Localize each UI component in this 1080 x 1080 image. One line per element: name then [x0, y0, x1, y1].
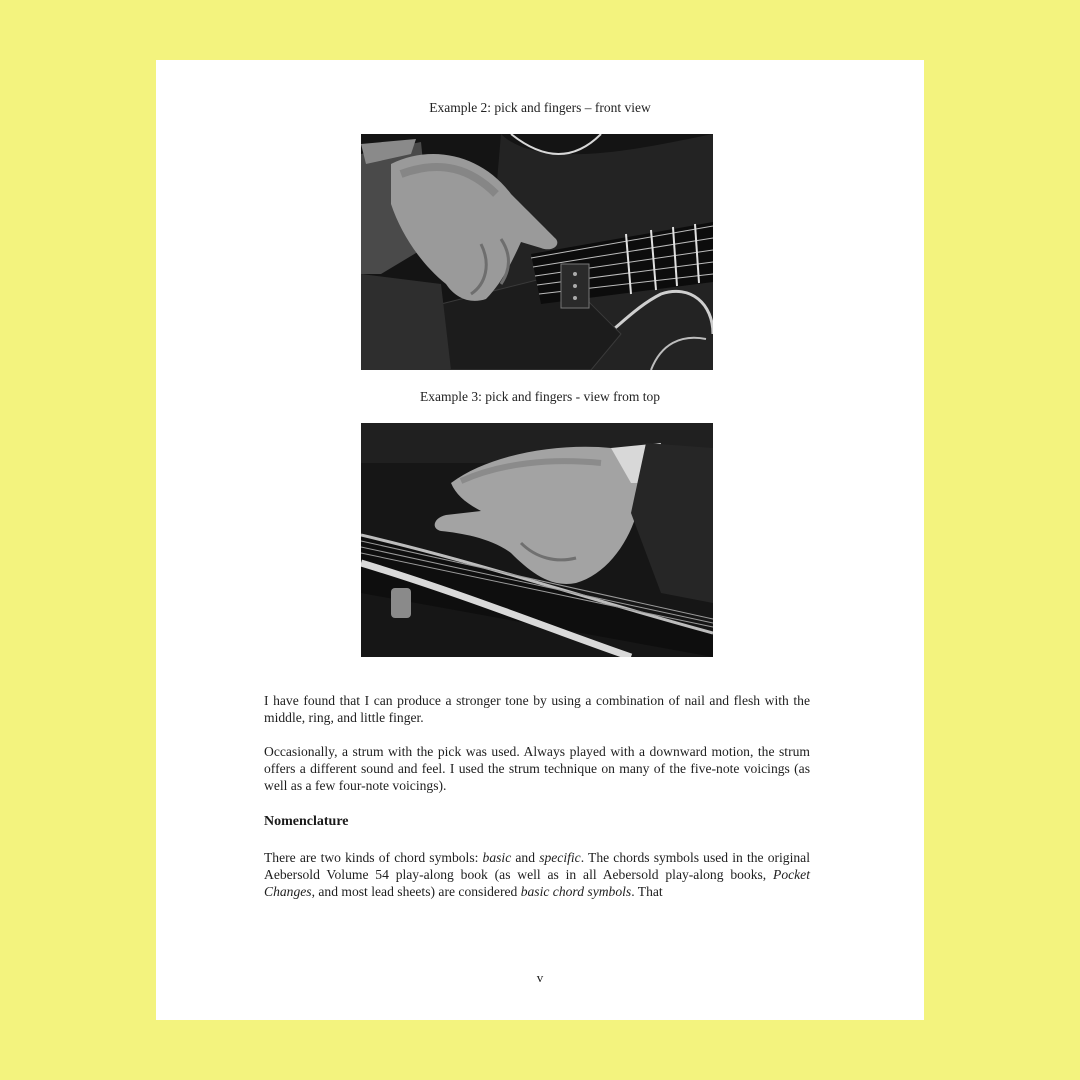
paragraph-3-em-pocket-changes: Pocket Changes [264, 867, 810, 899]
paragraph-3-em-basic-chord-symbols: basic chord symbols [520, 884, 632, 899]
paragraph-3-part1: There are two kinds of chord symbols: [264, 850, 483, 865]
photo-front-view [361, 134, 713, 370]
page-number: v [536, 970, 544, 985]
guitar-hand-front-image [361, 134, 713, 370]
book-page [156, 60, 924, 1020]
paragraph-nomenclature [264, 849, 810, 900]
section-heading: Nomenclature [264, 814, 349, 829]
photo-top-view [361, 423, 713, 657]
paragraph-3-em-basic: basic [482, 850, 512, 865]
caption-front-view: Example 2: pick and fingers – front view [429, 100, 651, 115]
paragraph-strum [264, 743, 810, 794]
paragraph-3-part3: . The chords symbols used in the original Aebersold Volume 54 play-along book (as well as in all Aebersold play-along books, [264, 850, 810, 882]
paragraph-3-text [264, 849, 810, 900]
paragraph-nail-flesh [264, 692, 810, 726]
paragraph-3-part5: . That [631, 884, 663, 899]
caption-top-view: Example 3: pick and fingers - view from top [420, 389, 660, 404]
paragraph-1-text: I have found that I can produce a stronger tone by using a combination of nail and flesh with the middle, ring, and little finger. [264, 693, 810, 725]
paragraph-3-part2: and [511, 850, 540, 865]
paragraph-3-part4: , and most lead sheets) are considered [311, 884, 521, 899]
guitar-hand-top-image [361, 423, 713, 657]
paragraph-2-text: Occasionally, a strum with the pick was used. Always played with a downward motion, the strum offers a different sound and feel. I used the strum technique on many of the five-note voicings (as well as a few four-note voicings). [264, 744, 810, 793]
paragraph-3-em-specific: specific [539, 850, 581, 865]
